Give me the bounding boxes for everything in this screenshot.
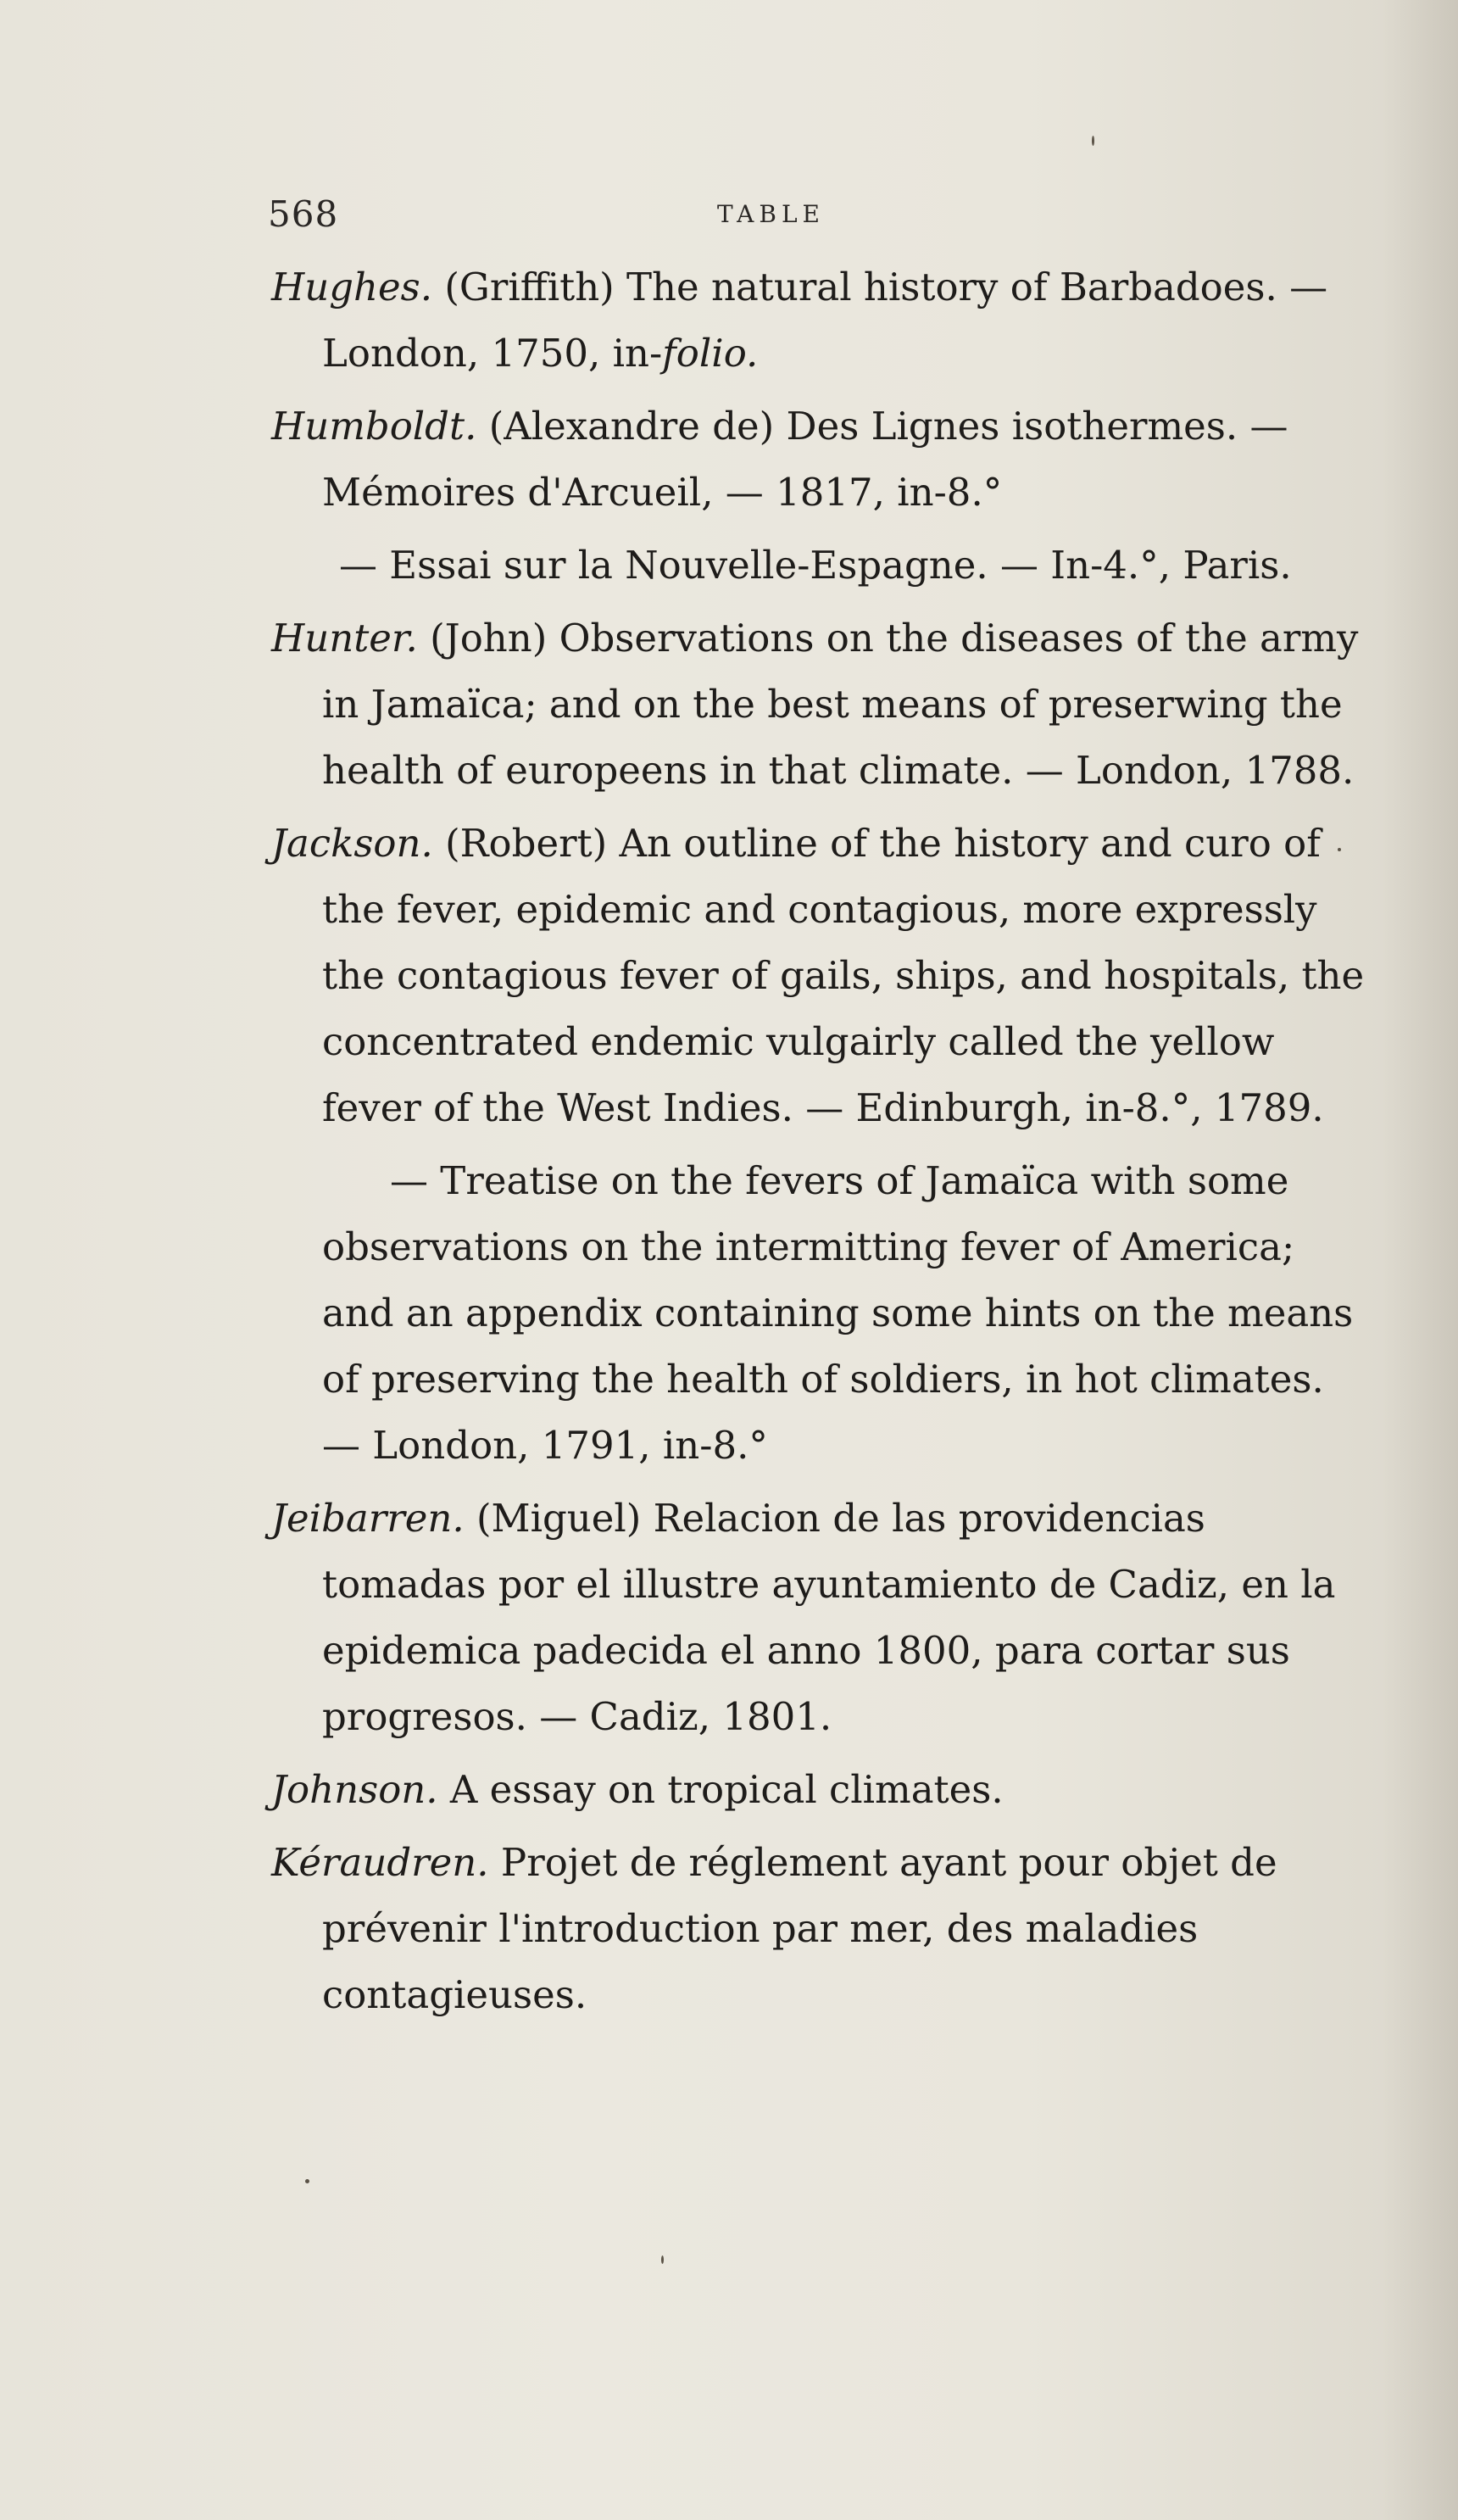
entry-text: Projet de réglement ayant pour objet de prévenir l'introduction par mer, des maladies contagieuses. (322, 1840, 1277, 2017)
author-name: Kéraudren. (271, 1840, 489, 1885)
entry-humboldt (271, 393, 1373, 526)
entry-keraudren (271, 1830, 1373, 2028)
author-name: Hunter. (271, 616, 418, 661)
entry-hughes (271, 254, 1373, 387)
bibliography-list (271, 254, 1373, 2035)
entry-text: (Griffith) The natural history of Barbadoes. — London, 1750, in- (322, 265, 1328, 376)
entry-text: (Robert) An outline of the history and curo of the fever, epidemic and contagious, more expressly the contagious fever of gails, ships, and hospitals, the concentrated endemic vulgairly called the yellow fever of the West Indies. — Edinburgh, in-8.°, 1789. (322, 821, 1365, 1130)
author-name: Hughes. (271, 265, 433, 309)
entry-format: folio. (662, 331, 759, 376)
page-header (268, 193, 861, 244)
running-title: TABLE (717, 200, 825, 228)
entry-jeibarren (271, 1486, 1373, 1750)
paper-speck (1092, 136, 1094, 146)
entry-text: (John) Observations on the diseases of the army in Jamaïca; and on the best means of preserwing the health of europeens in that climate. — London, 1788. (322, 616, 1359, 793)
paper-speck (305, 2179, 309, 2183)
paper-speck (661, 2255, 664, 2264)
author-name: Humboldt. (271, 404, 477, 449)
entry-text: A essay on tropical climates. (437, 1767, 1004, 1812)
author-name: Jeibarren. (271, 1496, 465, 1541)
author-name: Jackson. (271, 821, 433, 866)
entry-johnson (271, 1757, 1373, 1823)
entry-jackson-continuation: — Treatise on the fevers of Jamaïca with some observations on the intermitting fever of America; and an appendix containing some hints on the means of preserving the health of soldiers, in hot climates. — London, 1791, in-8.° (322, 1158, 1354, 1468)
entry-hunter (271, 605, 1373, 804)
page-edge-shadow (1382, 0, 1458, 2520)
entry-humboldt-continuation: — Essai sur la Nouvelle-Espagne. — In-4.°, Paris. (339, 543, 1292, 588)
entry-jackson (271, 811, 1373, 1141)
page-number: 568 (268, 193, 339, 235)
paper-speck (1338, 848, 1341, 851)
entry-text: (Alexandre de) Des Lignes isothermes. — Mémoires d'Arcueil, — 1817, in-8.° (322, 404, 1288, 515)
author-name: Johnson. (271, 1767, 438, 1812)
entry-text: (Miguel) Relacion de las providencias tomadas por el illustre ayuntamiento de Cadiz, en la epidemica padecida el anno 1800, para cortar sus progresos. — Cadiz, 1801. (322, 1496, 1336, 1739)
